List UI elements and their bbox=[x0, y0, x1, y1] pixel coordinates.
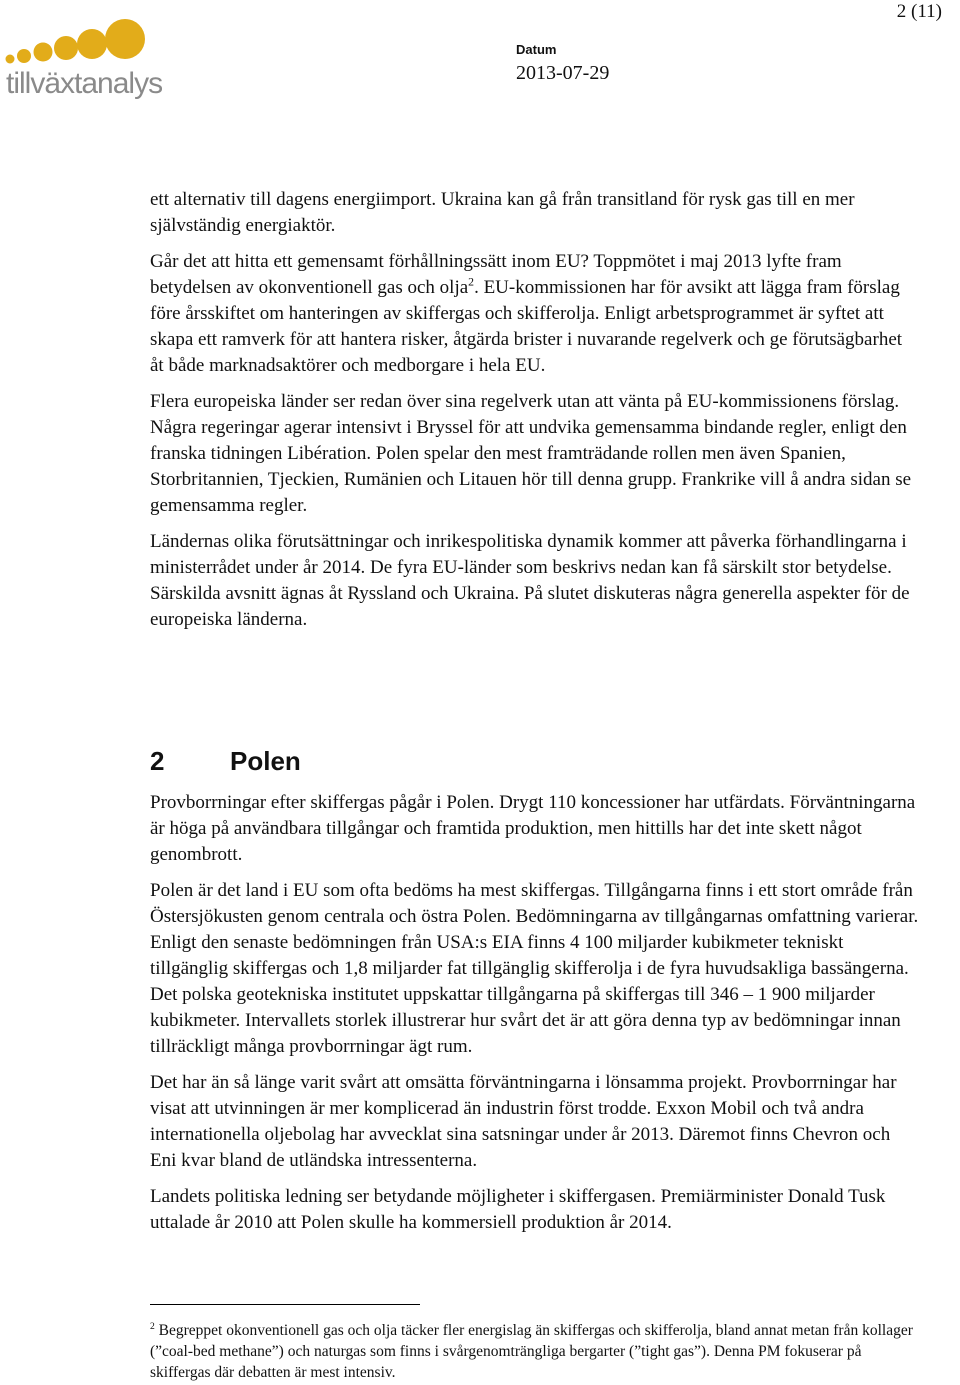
section-text bbox=[150, 790, 920, 1236]
paragraph-text: Går det att hitta ett gemensamt förhållningssätt inom EU? Toppmötet i maj 2013 lyfte fram betydelsen av okonventionell gas och olja bbox=[150, 251, 842, 298]
page-number: 2 (11) bbox=[896, 1, 942, 22]
paragraph: Ländernas olika förutsättningar och inrikespolitiska dynamik kommer att påverka förhandlingarna i ministerrådet under år 2014. De fyra EU-länder som beskrivs nedan kan få särskilt stor betydelse. Särskilda avsnitt ägnas åt Ryssland och Ukraina. På slutet diskuteras några generella aspekter för de europeiska länderna. bbox=[150, 531, 910, 630]
footnote-divider bbox=[150, 1304, 420, 1305]
logo-wordmark: tillväxtanalys bbox=[6, 67, 163, 100]
date-label: Datum bbox=[516, 42, 557, 57]
paragraph: Provborrningar efter skiffergas pågår i Polen. Drygt 110 koncessioner har utfärdats. Förväntningarna är höga på användbara tillgångar och framtida produktion, men hittills har det inte skett något genombrott. bbox=[150, 792, 916, 865]
footnote-number: 2 bbox=[150, 1320, 155, 1332]
section-number: 2 bbox=[150, 746, 165, 776]
paragraph: Det har än så länge varit svårt att omsätta förväntningarna i lönsamma projekt. Provborrningar har visat att utvinningen är mer komplicerad än industrin först trodde. Exxon Mobil och två andra internationella oljebolag har avvecklat sina satsningar under år 2013. Däremot finns Chevron och Eni kvar bland de utländska intressenterna. bbox=[150, 1072, 897, 1171]
paragraph: Polen är det land i EU som ofta bedöms ha mest skiffergas. Tillgångarna finns i ett stort område från Östersjökusten genom centrala och östra Polen. Bedömningarna av tillgångarnas omfattning varierar. Enligt den senaste bedömningen från USA:s EIA finns 4 100 miljarder kubikmeter tekniskt tillgänglig skiffergas och 1,8 miljarder fat tillgänglig skifferolja i de fyra huvudsakliga bassängerna. Det polska geotekniska institutet uppskattar tillgångarna på skiffergas till 346 – 1 900 miljarder kubikmeter. Intervallets storlek illustrerar hur svårt det är att göra denna typ av bedömningar innan tillräckligt många provborrningar ägt rum. bbox=[150, 880, 919, 1057]
paragraph: Flera europeiska länder ser redan över sina regelverk utan att vänta på EU-kommissionens förslag. Några regeringar agerar intensivt i Bryssel för att undvika gemensamma bindande regler, enligt den franska tidningen Libération. Polen spelar den mest framträdande rollen men även Spanien, Storbritannien, Tjeckien, Rumänien och Litauen hör till denna grupp. Frankrike vill å andra sidan se gemensamma regler. bbox=[150, 391, 912, 516]
paragraph-text: . EU-kommissionen har för avsikt att lägga fram förslag före årsskiftet om hanteringen av skiffergas och skifferolja. Enligt arbetsprogrammet är syftet att skapa ett ramverk för att hantera risker, åtgärda brister i nuvarande regelverk och ge förutsägbarhet åt både marknadsaktörer och medborgare i hela EU. bbox=[150, 277, 903, 376]
paragraph: ett alternativ till dagens energiimport. Ukraina kan gå från transitland för rysk gas till en mer självständig energiaktör. bbox=[150, 189, 855, 236]
footnote-text: Begreppet okonventionell gas och olja täcker fler energislag än skiffergas och skifferolja, bland annat metan från kollager (”coal-bed methane”) och naturgas som finns i svårgenomträngliga bergarter (”tight gas”). Denna PM fokuserar på skiffergas där debatten är mest intensiv. bbox=[150, 1322, 913, 1381]
section-title: Polen bbox=[230, 746, 301, 776]
paragraph: Landets politiska ledning ser betydande möjligheter i skiffergasen. Premiärminister Donald Tusk uttalade år 2010 att Polen skulle ha kommersiell produktion år 2014. bbox=[150, 1186, 886, 1233]
paragraph-with-footnote bbox=[150, 249, 920, 379]
intro-text bbox=[150, 187, 920, 633]
logo-dots-icon bbox=[4, 12, 154, 72]
date-value: 2013-07-29 bbox=[516, 62, 610, 84]
section-heading bbox=[150, 744, 301, 778]
footnote-reference: 2 bbox=[468, 275, 475, 289]
tillvaxtanalys-logo bbox=[4, 12, 163, 100]
date-block bbox=[516, 42, 609, 86]
footnote bbox=[150, 1320, 920, 1383]
